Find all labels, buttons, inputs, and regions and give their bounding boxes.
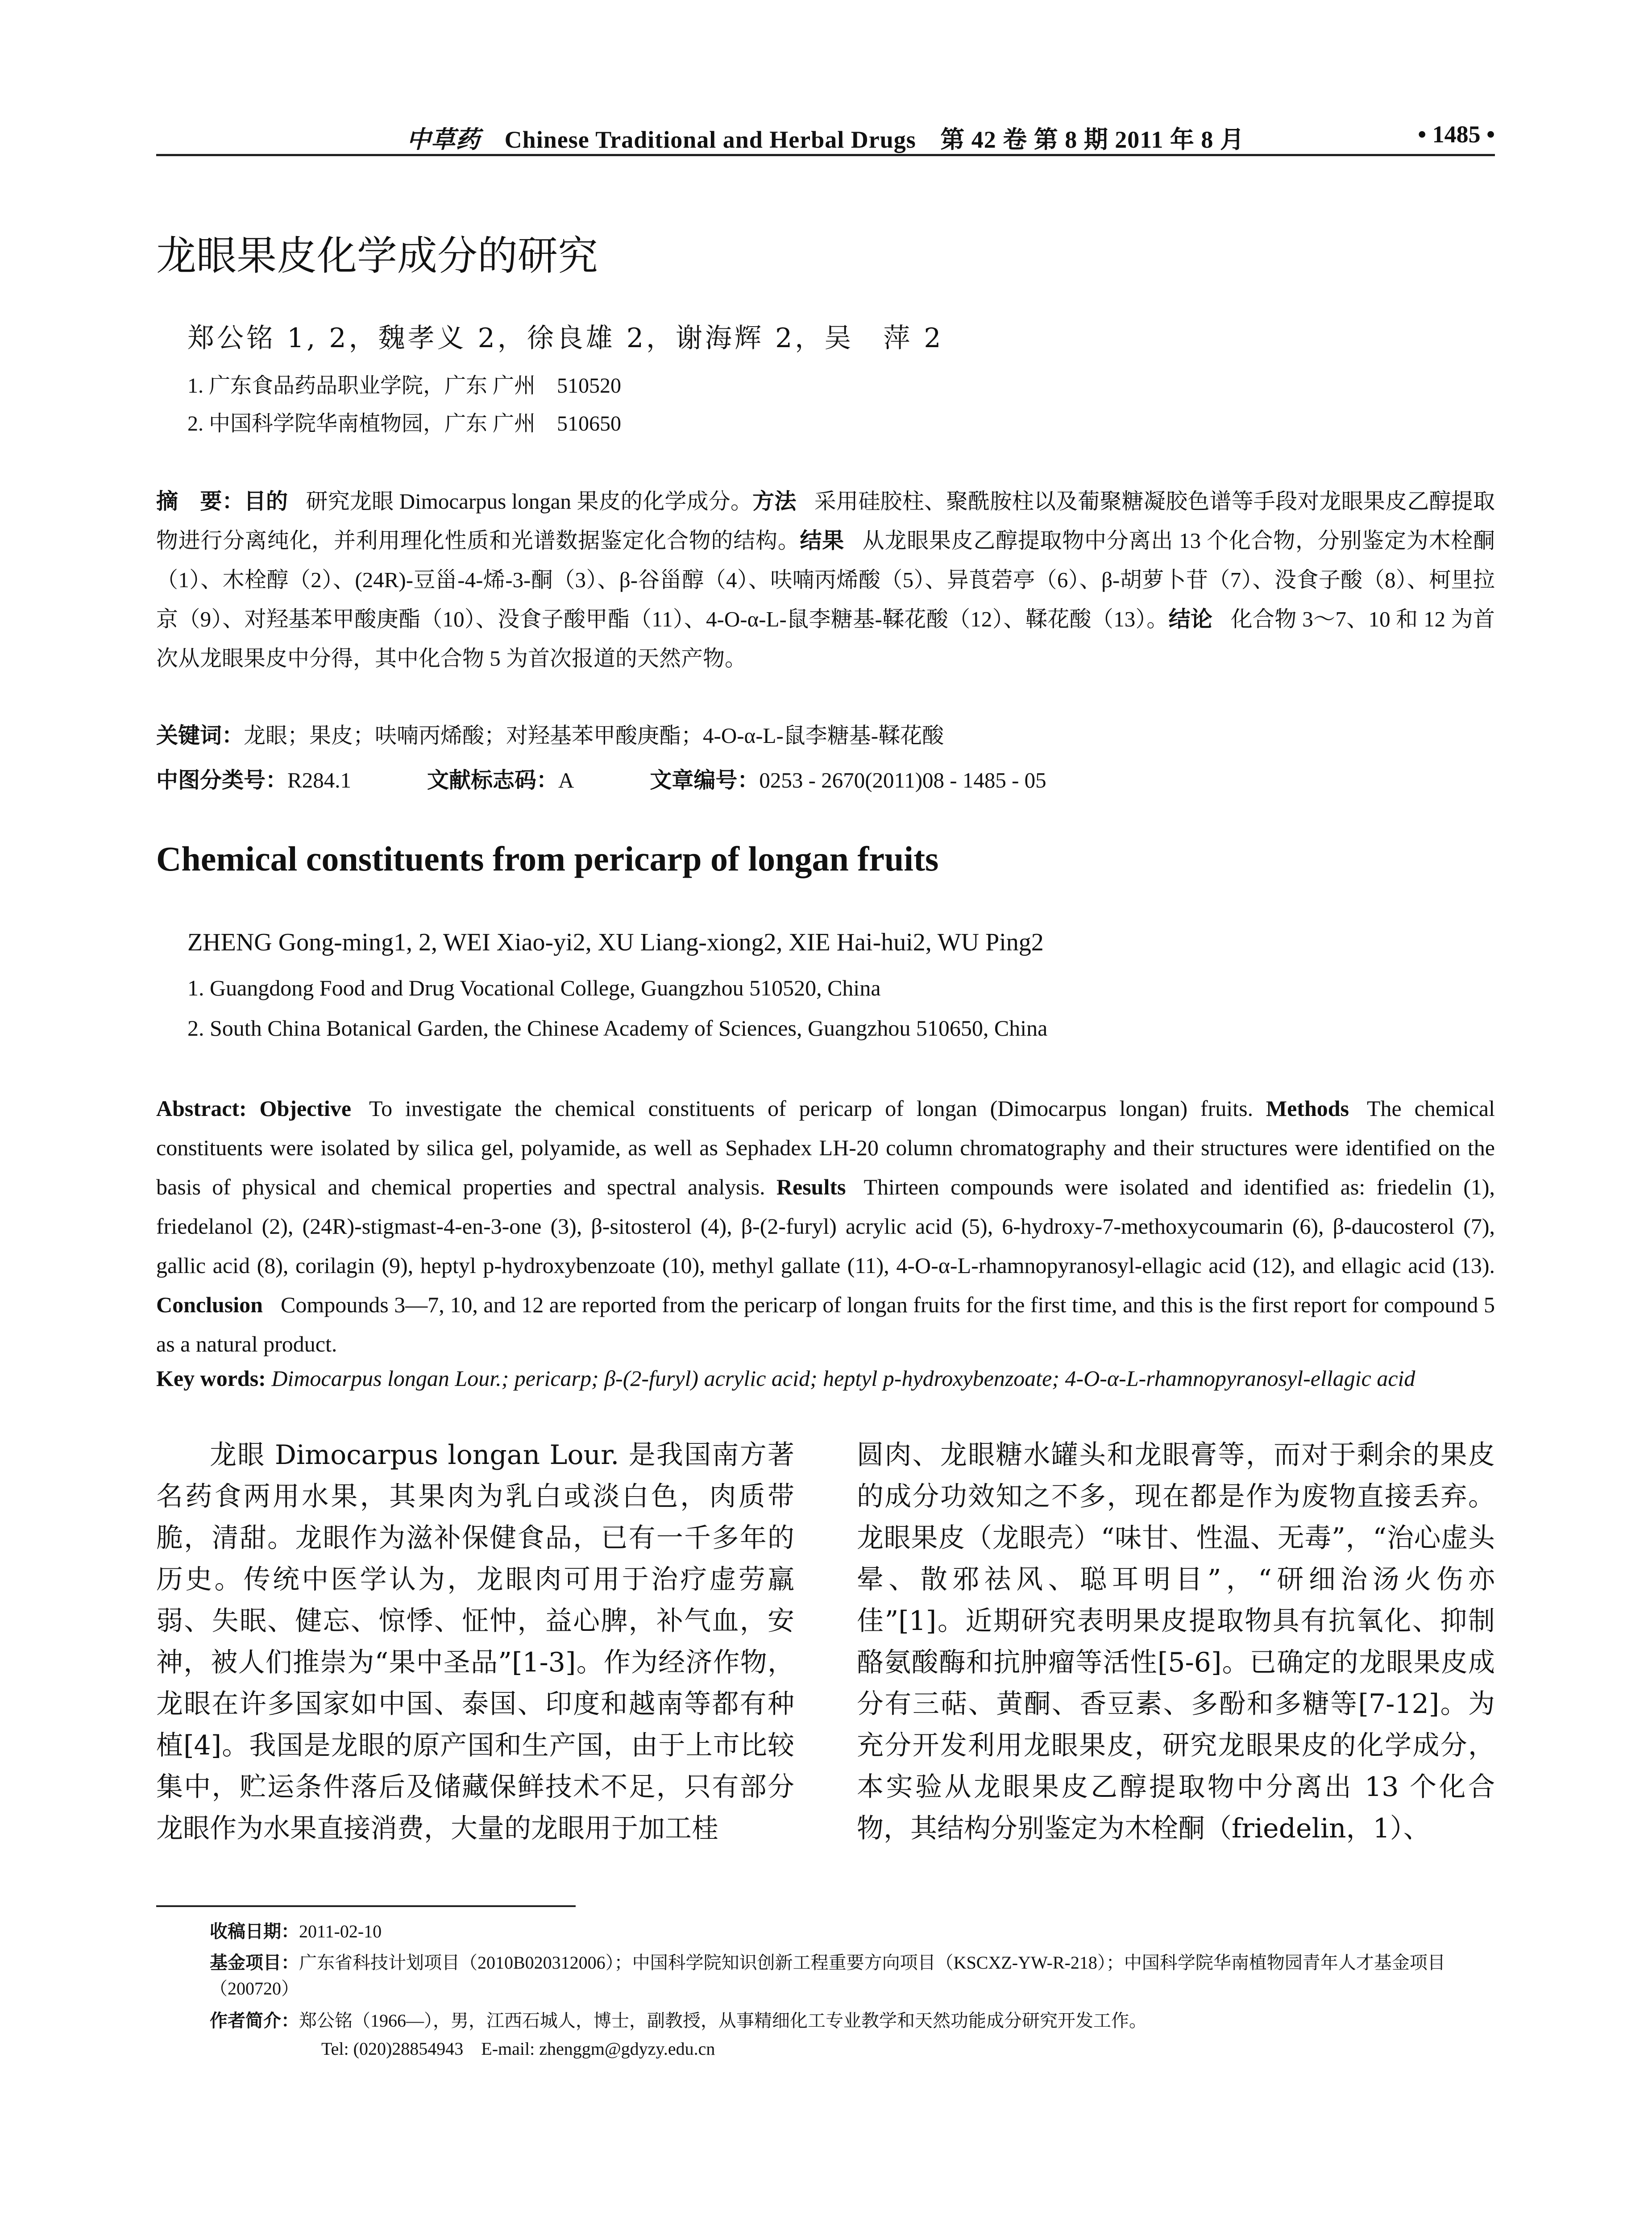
abstract-label-en: Abstract: [156,1096,247,1121]
objective-label-cn: 目的 [244,489,288,514]
keywords-label-en: Key words: [156,1366,266,1391]
conclusion-label-cn: 结论 [1168,606,1213,632]
objective-en: To investigate the chemical constituents of pericarp of longan (Dimocarpus longan) fruits. [369,1096,1254,1121]
journal-name-en: Chinese Traditional and Herbal Drugs [504,126,916,153]
author-bio-text: 郑公铭（1966—），男，江西石城人，博士，副教授，从事精细化工专业教学和天然功能成分研究开发工作。 [299,2011,1147,2031]
footnote-contact: Tel: (020)28854943 E-mail: zhenggm@gdyzy.edu.cn [321,2039,715,2059]
results-cn: 从龙眼果皮乙醇提取物中分离出 13 个化合物，分别鉴定为木栓酮（1）、木栓醇（2）、(24R)-豆甾-4-烯-3-酮（3）、β-谷甾醇（4）、呋喃丙烯酸（5）、异莨菪亭（6）、β-胡萝卜苷（7）、没食子酸（8）、柯里拉京（9）、对羟基苯甲酸庚酯（10）、没食子酸甲酯（11）、4-O-α-L-鼠李糖基-鞣花酸（12）、鞣花酸（13）。 [156,528,1495,631]
results-label-cn: 结果 [800,528,844,553]
received-date: 2011-02-10 [299,1921,382,1941]
author-bio-label: 作者简介： [210,2011,299,2031]
abstract-cn [156,482,1495,678]
clc-value: R284.1 [287,768,351,792]
methods-cn: 采用硅胶柱、聚酰胺柱以及葡聚糖凝胶色谱等手段对龙眼果皮乙醇提取物进行分离纯化，并利用理化性质和光谱数据鉴定化合物的结构。 [156,489,1495,553]
conclusion-en: Compounds 3—7, 10, and 12 are reported from the pericarp of longan fruits for the first time, and this is the first report for compound 5 as a natural product. [156,1292,1495,1356]
objective-cn: 研究龙眼 Dimocarpus longan 果皮的化学成分。 [306,489,753,514]
fund-label: 基金项目： [210,1953,299,1973]
affiliation-en-2: 2. South China Botanical Garden, the Chinese Academy of Sciences, Guangzhou 510650, China [187,1016,1048,1041]
abstract-label-cn: 摘 要： [156,489,244,514]
results-label-en: Results [776,1174,846,1199]
header-rule [156,154,1495,156]
title-cn: 龙眼果皮化学成分的研究 [156,232,598,279]
methods-label-cn: 方法 [752,489,797,514]
authors-cn: 郑公铭 1, 2，魏孝义 2，徐良雄 2，谢海辉 2，吴 萍 2 [187,323,944,354]
body-column-right: 圆肉、龙眼糖水罐头和龙眼膏等，而对于剩余的果皮的成分功效知之不多，现在都是作为废物直接丢弃。龙眼果皮（龙眼壳）“味甘、性温、无毒”，“治心虚头晕、散邪祛风、聪耳明目”，“研细治汤火伤亦佳”[1]。近期研究表明果皮提取物具有抗氧化、抑制酪氨酸酶和抗肿瘤等活性[5-6]。已确定的龙眼果皮成分有三萜、黄酮、香豆素、多酚和多糖等[7-12]。为充分开发利用龙眼果皮，研究龙眼果皮的化学成分，本实验从龙眼果皮乙醇提取物中分离出 13 个化合物，其结构分别鉴定为木栓酮（friedelin，1）、 [857,1439,1495,1844]
classification-line [156,763,1046,794]
page-number: • 1485 • [1418,121,1495,148]
affiliation-en-1: 1. Guangdong Food and Drug Vocational College, Guangzhou 510520, China [187,975,881,1000]
article-no-value: 0253 - 2670(2011)08 - 1485 - 05 [759,768,1046,792]
footnote-fund [210,1950,1495,2002]
body-column-left: 龙眼 Dimocarpus longan Lour. 是我国南方著名药食两用水果，其果肉为乳白或淡白色，肉质带脆，清甜。龙眼作为滋补保健食品，已有一千多年的历史。传统中医学认为，龙眼肉可用于治疗虚劳羸弱、失眠、健忘、惊悸、怔忡，益心脾，补气血，安神，被人们推崇为“果中圣品”[1-3]。作为经济作物，龙眼在许多国家如中国、泰国、印度和越南等都有种植[4]。我国是龙眼的原产国和生产国，由于上市比较集中，贮运条件落后及储藏保鲜技术不足，只有部分龙眼作为水果直接消费，大量的龙眼用于加工桂 [156,1439,794,1844]
clc-label: 中图分类号： [156,767,288,793]
affiliation-cn-1: 1. 广东食品药品职业学院，广东 广州 510520 [187,374,622,398]
footnote-rule [156,1905,576,1907]
doc-code-label: 文献标志码： [427,767,558,793]
issue-info: 第 42 卷 第 8 期 2011 年 8 月 [940,126,1245,153]
affiliation-cn-2: 2. 中国科学院华南植物园，广东 广州 510650 [187,412,622,435]
keywords-text-en: Dimocarpus longan Lour.; pericarp; β-(2-furyl) acrylic acid; heptyl p-hydroxybenzoate; 4-O-α-L-rhamnopyranosyl-ellagic acid [271,1366,1415,1391]
keywords-cn [156,718,944,750]
journal-name-cn: 中草药 [407,126,481,153]
keywords-label-cn: 关键词： [156,723,244,748]
title-en: Chemical constituents from pericarp of longan fruits [156,839,939,878]
methods-en: The chemical constituents were isolated by silica gel, polyamide, as well as Sephadex LH-20 column chromatography and their structures were identified on the basis of physical and chemical properties and spectral analysis. [156,1096,1495,1199]
authors-en: ZHENG Gong-ming1, 2, WEI Xiao-yi2, XU Liang-xiong2, XIE Hai-hui2, WU Ping2 [187,929,1044,956]
objective-label-en: Objective [259,1096,352,1121]
abstract-en [156,1089,1495,1364]
results-en: Thirteen compounds were isolated and identified as: friedelin (1), friedelanol (2), (24R)-stigmast-4-en-3-one (3), β-sitosterol (4), β-(2-furyl) acrylic acid (5), 6-hydroxy-7-methoxycoumarin (6), β-daucosterol (7), gallic acid (8), corilagin (9), heptyl p-hydroxybenzoate (10), methyl gallate (11), 4-O-α-L-rhamnopyranosyl-ellagic acid (12), and ellagic acid (13). [156,1174,1495,1278]
footnote-received [210,1919,382,1945]
journal-line [156,120,1495,155]
conclusion-cn: 化合物 3～7、10 和 12 为首次从龙眼果皮中分得，其中化合物 5 为首次报道的天然产物。 [156,607,1495,671]
methods-label-en: Methods [1266,1096,1349,1121]
received-label: 收稿日期： [210,1921,299,1942]
running-header [156,120,1495,156]
keywords-text-cn: 龙眼；果皮；呋喃丙烯酸；对羟基苯甲酸庚酯；4-O-α-L-鼠李糖基-鞣花酸 [244,723,944,748]
keywords-en [156,1365,1415,1391]
fund-text: 广东省科技计划项目（2010B020312006）；中国科学院知识创新工程重要方向项目（KSCXZ-YW-R-218）；中国科学院华南植物园青年人才基金项目（200720） [210,1953,1445,1999]
footnote-author [210,2008,1147,2034]
article-no-label: 文章编号： [650,767,760,793]
doc-code-value: A [558,768,574,792]
conclusion-label-en: Conclusion [156,1292,263,1317]
